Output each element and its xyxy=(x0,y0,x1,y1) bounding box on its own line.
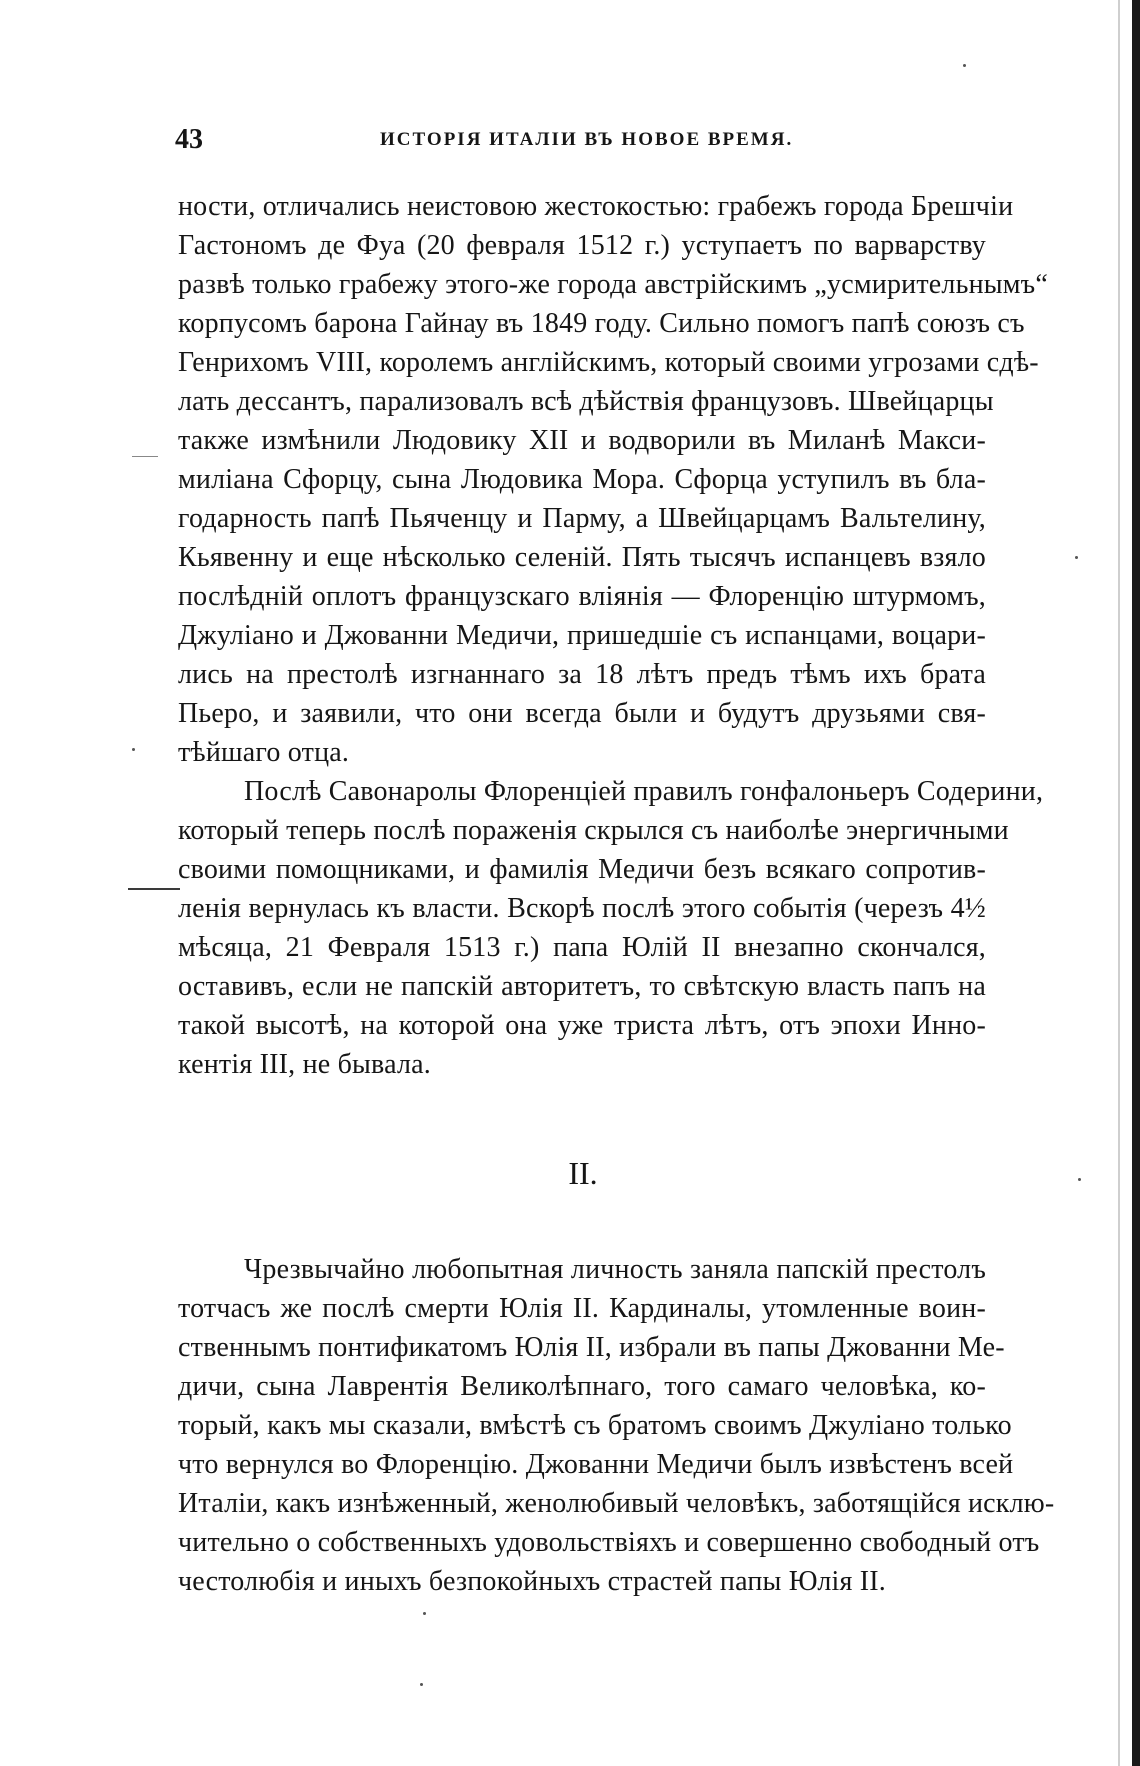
text-line: чительно о собственныхъ удовольствіяхъ и совершенно свободный отъ xyxy=(178,1527,1040,1558)
page-header xyxy=(175,124,995,156)
text-line: торый, какъ мы сказали, вмѣстѣ съ братомъ своимъ Джуліано только xyxy=(178,1410,1012,1441)
text-line: Джуліано и Джованни Медичи, пришедшіе съ испанцами, воцари- xyxy=(178,620,986,651)
paragraph-2 xyxy=(178,772,1044,1084)
text-line: развѣ только грабежу этого-же города австрійскимъ „усмирительнымъ“ xyxy=(178,269,1048,300)
text-line: послѣдній оплотъ французскаго вліянія — Флоренцію штурмомъ, xyxy=(178,581,986,612)
paragraph-1 xyxy=(178,187,1048,772)
scan-speck xyxy=(1078,1178,1081,1181)
text-line: своими помощниками, и фамилія Медичи безъ всякаго сопротив- xyxy=(178,854,986,885)
page-edge-shadow xyxy=(1132,0,1140,1766)
text-line: тотчасъ же послѣ смерти Юлія II. Кардиналы, утомленные воин- xyxy=(178,1293,986,1324)
text-line: миліана Сфорцу, сына Людовика Мора. Сфорца уступилъ въ бла- xyxy=(178,464,986,495)
text-line: Италіи, какъ изнѣженный, женолюбивый человѣкъ, заботящійся исклю- xyxy=(178,1488,1055,1519)
running-title: ИСТОРІЯ ИТАЛІИ ВЪ НОВОЕ ВРЕМЯ. xyxy=(380,129,794,150)
text-line: годарность папѣ Пьяченцу и Парму, а Швейцарцамъ Вальтелину, xyxy=(178,503,986,534)
text-line: ственнымъ понтификатомъ Юлія II, избрали въ папы Джованни Ме- xyxy=(178,1332,1005,1363)
text-line: ности, отличались неистовою жестокостью: грабежъ города Брешчіи xyxy=(178,191,1014,222)
scan-speck xyxy=(132,748,135,751)
text-line: такой высотѣ, на которой она уже триста лѣтъ, отъ эпохи Инно- xyxy=(178,1010,986,1041)
scan-speck xyxy=(1075,556,1078,559)
text-line: Кьявенну и еще нѣсколько селеній. Пять тысячъ испанцевъ взяло xyxy=(178,542,986,573)
text-line: ленія вернулась къ власти. Вскорѣ послѣ этого событія (черезъ 4½ xyxy=(178,893,986,924)
page-body xyxy=(178,187,1055,1601)
text-line: лись на престолѣ изгнаннаго за 18 лѣтъ предъ тѣмъ ихъ брата xyxy=(178,659,986,690)
text-line: Гастономъ де Фуа (20 февраля 1512 г.) уступаетъ по варварству xyxy=(178,230,986,261)
text-line: корпусомъ барона Гайнау въ 1849 году. Сильно помогъ папѣ союзъ съ xyxy=(178,308,1025,339)
scan-speck xyxy=(420,1683,423,1686)
scan-speck xyxy=(963,64,966,67)
text-line: что вернулся во Флоренцію. Джованни Медичи былъ извѣстенъ всей xyxy=(178,1449,1014,1480)
page-number: 43 xyxy=(175,124,203,155)
text-line: честолюбія и иныхъ безпокойныхъ страстей папы Юлія II. xyxy=(178,1566,887,1597)
text-line: оставивъ, если не папскій авторитетъ, то свѣтскую власть папъ на xyxy=(178,971,986,1002)
text-line: который теперь послѣ пораженія скрылся съ наиболѣе энергичными xyxy=(178,815,1009,846)
text-line: Послѣ Савонаролы Флоренціей правилъ гонфалоньеръ Содерини, xyxy=(244,776,1044,807)
margin-mark xyxy=(128,888,180,890)
text-line: Генрихомъ VIII, королемъ англійскимъ, который своими угрозами сдѣ- xyxy=(178,347,1039,378)
margin-mark xyxy=(132,456,158,457)
text-line: кентія III, не бывала. xyxy=(178,1049,431,1080)
text-line: дичи, сына Лаврентія Великолѣпнаго, того самаго человѣка, ко- xyxy=(178,1371,986,1402)
paragraph-3 xyxy=(178,1250,1055,1601)
text-line: тѣйшаго отца. xyxy=(178,737,350,768)
section-heading: II. xyxy=(568,1155,598,1191)
text-line: также измѣнили Людовику XII и водворили въ Миланѣ Макси- xyxy=(178,425,986,456)
scan-speck xyxy=(423,1612,426,1615)
text-line: лать дессантъ, парализовалъ всѣ дѣйствія французовъ. Швейцарцы xyxy=(178,386,994,417)
text-line: Пьеро, и заявили, что они всегда были и будутъ друзьями свя- xyxy=(178,698,986,729)
text-line: Чрезвычайно любопытная личность заняла папскій престолъ xyxy=(244,1254,986,1285)
text-line: мѣсяца, 21 Февраля 1513 г.) папа Юлій II внезапно скончался, xyxy=(178,932,986,963)
page-edge-line xyxy=(1118,0,1120,1766)
